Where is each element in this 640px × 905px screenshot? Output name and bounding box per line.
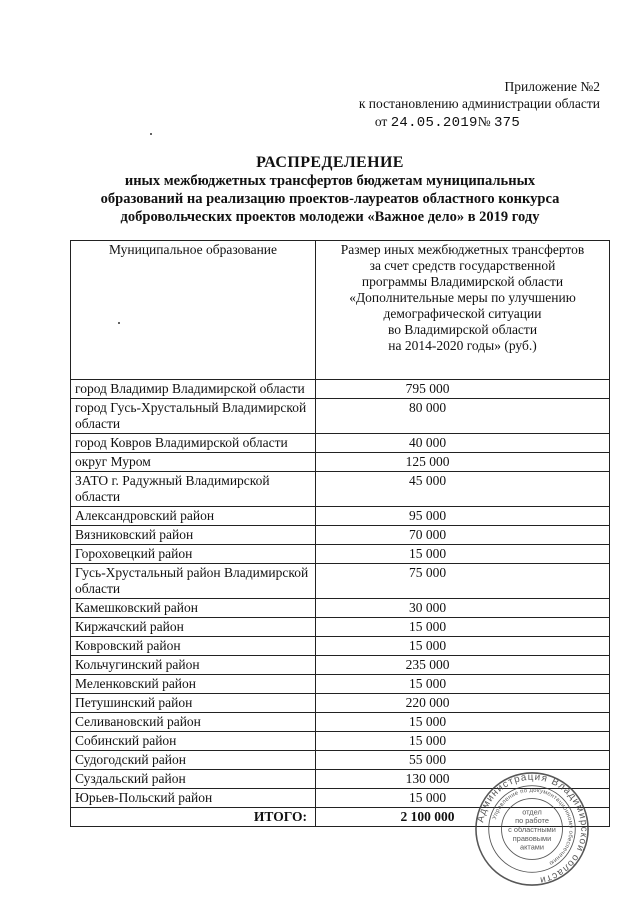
stamp-center-line: по работе — [515, 816, 549, 826]
transfer-amount: 15 000 — [316, 545, 610, 564]
table-row — [71, 675, 610, 694]
transfer-amount: 235 000 — [316, 656, 610, 675]
decree-date-line — [359, 113, 600, 132]
municipality-name: Петушинский район — [71, 694, 316, 713]
transfer-amount: 40 000 — [316, 434, 610, 453]
table-row — [71, 399, 610, 434]
appendix-number: Приложение №2 — [504, 79, 600, 94]
municipality-name: Камешковский район — [71, 599, 316, 618]
stamp-center-line: отдел — [522, 807, 542, 817]
transfer-amount: 80 000 — [316, 399, 610, 434]
stamp-inner-ring-text: Управление по документационному обеспечению — [491, 787, 574, 866]
municipality-name: Гороховецкий район — [71, 545, 316, 564]
municipality-name: Селивановский район — [71, 713, 316, 732]
transfer-amount: 795 000 — [316, 380, 610, 399]
table-row — [71, 694, 610, 713]
transfer-amount: 220 000 — [316, 694, 610, 713]
table-row — [71, 637, 610, 656]
transfer-amount: 30 000 — [316, 599, 610, 618]
municipality-name: Кольчугинский район — [71, 656, 316, 675]
table-row — [71, 545, 610, 564]
transfer-amount: 95 000 — [316, 507, 610, 526]
table-row — [71, 472, 610, 507]
municipality-name: Меленковский район — [71, 675, 316, 694]
official-stamp — [473, 770, 591, 888]
allocation-table — [70, 240, 610, 827]
transfer-amount: 55 000 — [316, 751, 610, 770]
municipality-name: город Гусь-Хрустальный Владимирской области — [71, 399, 316, 434]
title-line: образований на реализацию проектов-лауреатов областного конкурса — [100, 191, 560, 207]
municipality-name: Ковровский район — [71, 637, 316, 656]
stamp-center-line: актами — [520, 842, 544, 852]
table-row — [71, 380, 610, 399]
municipality-name: город Владимир Владимирской области — [71, 380, 316, 399]
transfer-amount: 130 000 — [316, 770, 610, 789]
title-head: РАСПРЕДЕЛЕНИЕ — [256, 154, 404, 171]
appendix-header — [359, 78, 600, 132]
table-row — [71, 732, 610, 751]
transfer-amount: 15 000 — [316, 618, 610, 637]
municipality-name: город Ковров Владимирской области — [71, 434, 316, 453]
table-row — [71, 507, 610, 526]
header-amount-line: во Владимирской области — [387, 322, 538, 337]
table-row — [71, 713, 610, 732]
decree-date: 24.05.2019 — [390, 115, 478, 131]
transfer-amount: 15 000 — [316, 675, 610, 694]
table-row — [71, 564, 610, 599]
table-row — [71, 751, 610, 770]
header-amount-line: на 2014-2020 годы» (руб.) — [388, 338, 537, 353]
table-row — [71, 599, 610, 618]
total-label: ИТОГО: — [71, 808, 316, 827]
municipality-name: ЗАТО г. Радужный Владимирской области — [71, 472, 316, 507]
number-prefix: № — [477, 114, 491, 129]
total-amount: 2 100 000 — [316, 808, 610, 827]
stamp-ink — [475, 772, 589, 886]
header-amount-line: демографической ситуации — [383, 306, 542, 321]
stamp-center-line: правовыми — [512, 833, 552, 843]
document-title — [70, 154, 590, 226]
municipality-name: Александровский район — [71, 507, 316, 526]
header-amount-line: за счет средств государственной — [369, 258, 556, 273]
title-line: добровольческих проектов молодежи «Важное дело» в 2019 году — [120, 209, 540, 225]
transfer-amount: 75 000 — [316, 564, 610, 599]
municipality-name: Киржачский район — [71, 618, 316, 637]
header-amount-line: программы Владимирской области — [361, 274, 564, 289]
municipality-name: Юрьев-Польский район — [71, 789, 316, 808]
transfer-amount: 15 000 — [316, 732, 610, 751]
transfer-amount: 125 000 — [316, 453, 610, 472]
table-row — [71, 434, 610, 453]
table-row — [71, 526, 610, 545]
stamp-center-line: с областными — [508, 824, 556, 834]
title-line: иных межбюджетных трансфертов бюджетам муниципальных — [124, 173, 536, 189]
header-municipality: Муниципальное образование — [71, 241, 316, 380]
scan-speck — [150, 133, 152, 135]
table-header-row — [71, 241, 610, 380]
table-row — [71, 453, 610, 472]
appendix-reference: к постановлению администрации области — [358, 96, 600, 111]
header-amount — [316, 241, 610, 380]
transfer-amount: 15 000 — [316, 789, 610, 808]
municipality-name: Судогодский район — [71, 751, 316, 770]
date-prefix: от — [374, 114, 388, 129]
stamp-center-text — [508, 807, 556, 851]
table-row — [71, 618, 610, 637]
transfer-amount: 45 000 — [316, 472, 610, 507]
transfer-amount: 15 000 — [316, 713, 610, 732]
decree-number: 375 — [493, 115, 521, 131]
municipality-name: Суздальский район — [71, 770, 316, 789]
stamp-ring-text: Администрация Владимирской области — [475, 771, 590, 886]
header-amount-line: Размер иных межбюджетных трансфертов — [340, 242, 585, 257]
header-amount-line: «Дополнительные меры по улучшению — [349, 290, 576, 305]
municipality-name: Собинский район — [71, 732, 316, 751]
transfer-amount: 15 000 — [316, 637, 610, 656]
table-row — [71, 656, 610, 675]
municipality-name: Гусь-Хрустальный район Владимирской области — [71, 564, 316, 599]
municipality-name: округ Муром — [71, 453, 316, 472]
table-body — [71, 380, 610, 808]
municipality-name: Вязниковский район — [71, 526, 316, 545]
transfer-amount: 70 000 — [316, 526, 610, 545]
